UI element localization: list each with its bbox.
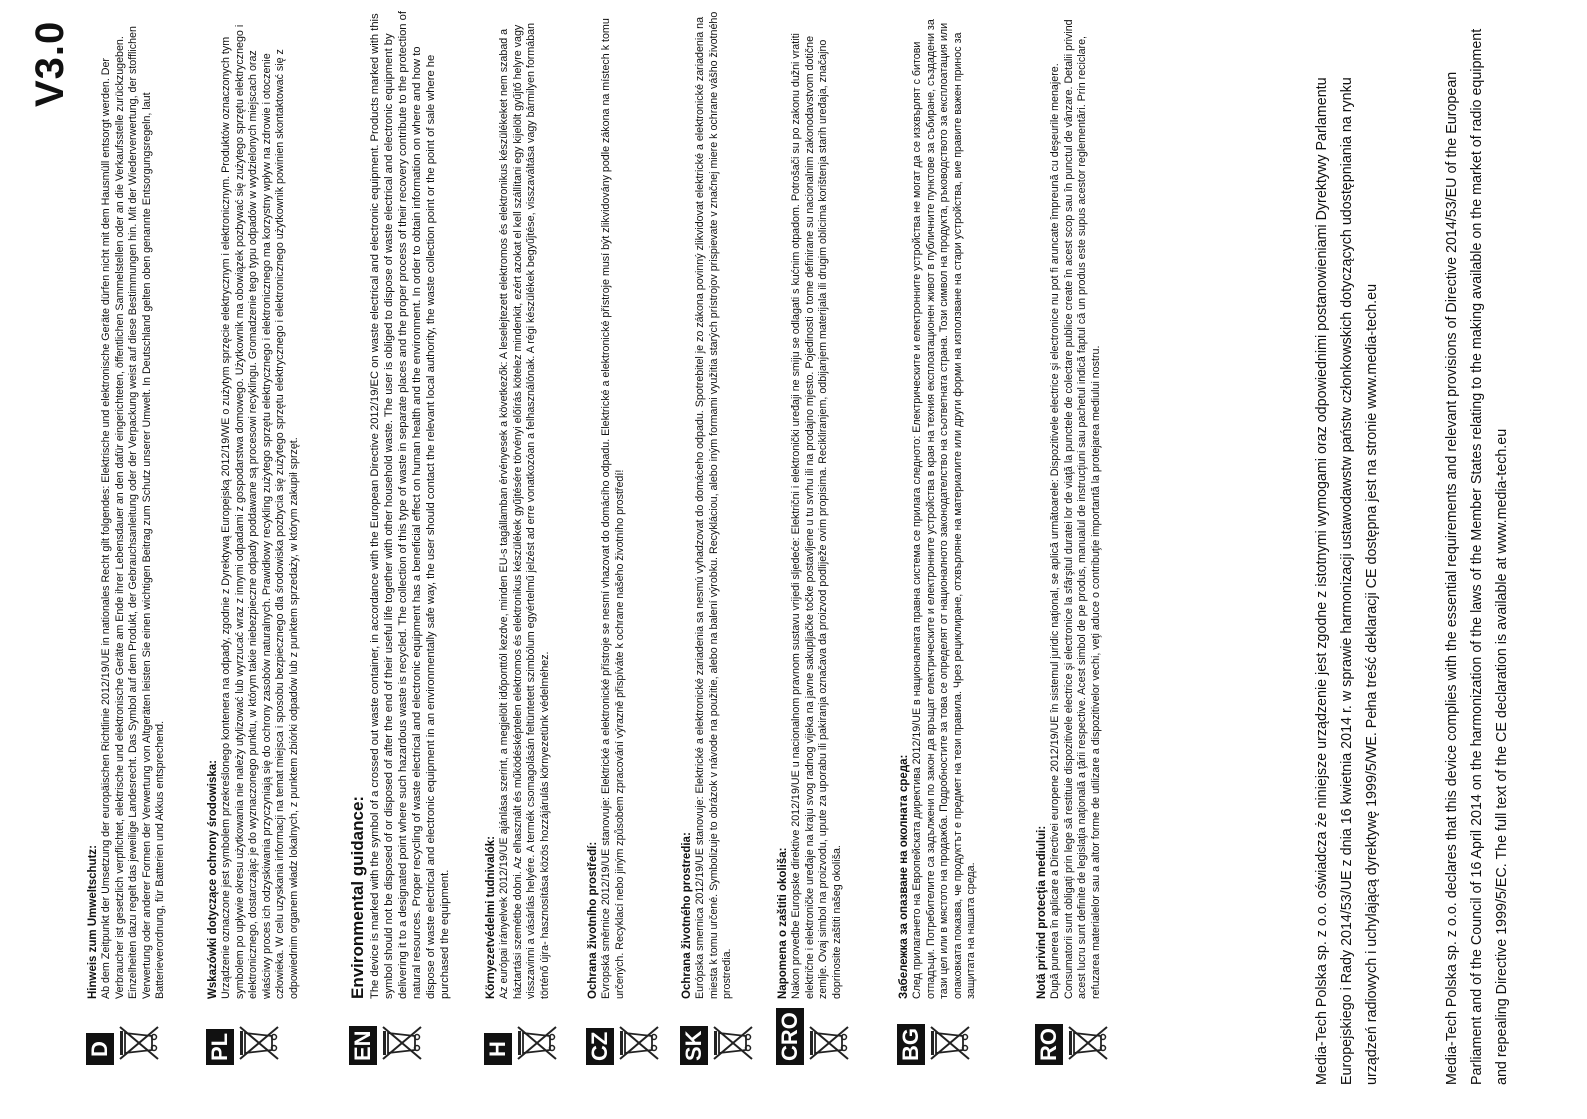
crossed-out-wheelie-bin-icon bbox=[927, 1023, 973, 1063]
language-code: EN bbox=[349, 1026, 377, 1065]
language-code: SK bbox=[680, 1026, 708, 1065]
section-body: După punerea în aplicare a Directivei europene 2012/19/UE în sistemul juridic naţional, se aplică următoarele: Dispozitivele electrice şi electronice nu pot fi aruncate împreună cu deşeurile menajere. Consumatorii sunt obligaţi prin lege să restituie dispozitivele electrice şi electronice la sfârşitul duratei lor de viaţă la punctele de colectare publice create în acest scop sau în punctul de vânzare. Detalii privind acest lucru sunt definite de legislaţia naţională a ţării respective. Acest simbol de pe produs, manualul de instrucţiuni sau pachetul indică faptul că un produs este supus acestor reglementări. Prin reciclare, refuzarea materialelor sau a altor forme de utilizare a dispozitivelor vechi, veţi aduce o contribuţie importantă la protejarea mediului nostru. bbox=[1049, 19, 1102, 999]
section-title: Wskazówki dotyczące ochrony środowiska: bbox=[207, 759, 219, 999]
section-title: Ochrana životního prostředí: bbox=[587, 841, 599, 999]
language-code: D bbox=[86, 1033, 114, 1065]
crossed-out-wheelie-bin-icon bbox=[116, 1023, 162, 1063]
section-title: Notă privind protecţia mediului: bbox=[1036, 825, 1048, 999]
section-title: Ochrana životného prostredia: bbox=[681, 832, 693, 999]
section-title: Hinweis zum Umweltschutz: bbox=[87, 845, 99, 999]
declaration-en: Media-Tech Polska sp. z o.o. declares that this device complies with the essential requirements and relevant provisions of Directive 2014/53/EU of the European Parliament and of the Council of 16 April 2014 on the harmonization of the laws of the Member States relating to the making available on the market of radio equipment and repealing Directive 1999/5/EC. The full text of the CE declaration is available at www.media-tech.eu bbox=[1444, 28, 1511, 1085]
crossed-out-wheelie-bin-icon bbox=[616, 1023, 662, 1063]
crossed-out-wheelie-bin-icon bbox=[514, 1023, 560, 1063]
section-body: Európska smernica 2012/19/UE stanovuje: Elektrické a elektronické zariadenia sa nesmú vyhadzovat do domáceho odpadu. Spotrebitel je zo zákona povinný zlikvidovat elektrické a elektronické zariadenia na miesta k tomu určené. Symbolizuje to obrázok v návode na použitie, alebo na balení výrobku. Recykláciou, alebo iným formami využitia starých prístrojov prispievate v značnej miere k ochrane vášho životného prostredia. bbox=[694, 11, 734, 999]
section-body: Evropská směrnice 2012/19/UE stanovuje: Elektrické a elektronické přístroje se nesmí vhazovat do domácího odpadu. Elektrické a elektronické přístroje musí být zlikvidovány podle zákona na místech k tomu určených. Recyklací nebo jiným způsobem zpracování výrazně přispíváte k ochrane našeho životního prostředí! bbox=[600, 18, 626, 999]
section-body: След прилагането на Европейската директива 2012/19/UE в националната правна система се прилага следното: Електрическите и електронните устройства не могат да се изхвърлят с битови отпадъци. Потребителите са задължени по закон да връщат електрическите и електронните устройства в края на техния експлоатационен живот в публичните пунктове за събиране, създадени за тази цел или в мястото на продажба. Подробностите за това се определят от националното законодателство на съответната страна. Този символ на продукта, ръководството за експлоатация или опаковката показва, че продуктът е предмет на тези правила. Чрез рециклиране, отхвърляне на материалите или други форми на използване на стари устройства, вие правите важен принос за защитата на нашата среда. bbox=[911, 19, 978, 999]
section-body: Ab dem Zeitpunkt der Umsetzung der europäischen Richtlinie 2012/19/UE in nationales Recht gilt folgendes: Elektrische und elektronische Geräte dürfen nicht mit dem Hausmüll entsorgt werden. Der Verbraucher ist gesetzlich verpflichtet, elektrische und elektronische Geräte am Ende ihrer Lebensdauer an den dafür eingerichteten, öffentlichen Sammelstellen oder an die Verkaufsstelle zurückzugeben. Einzelheiten dazu regelt das jeweilige Landesrecht. Das Symbol auf dem Produkt, der Gebrauchsanleitung oder der Verpackung weist auf diese Bestimmungen hin. Mit der Wiederverwertung, der stofflichen Verwertung oder anderer Formen der Verwertung von Altgeräten leisten Sie einen wichtigen Beitrag zum Schutz unserer Umwelt. In Deutschland gelten oben genannte Entsorgungsregeln, laut Batterieverordnung, für Batterien und Akkus entsprechend. bbox=[100, 26, 167, 999]
section-body: Nakon provedbe Europske direktive 2012/19/UE u nacionalnom pravnom sustavu vrijedi sljedeće: Električni i elektronički uređaji ne smiju se odlagati s kućnim otpadom. Potrošači su po zakonu dužni vratiti električne i elektroničke uređaje na kraju svog radnog vijeka na javne sakupljačke točke postavljene u tu svrhu ili na prodajno mjesto. Pojedinosti o tome definirane su nacionalnim zakonodavstvom dotične zemlje. Ovaj simbol na proizvodu, upute za uporabu ili pakiranja označava da proizvod podliježe ovim propisima. Recikliranjem, odbijanjem materijala ili drugim oblicima korištenja starih uređaja, značajno doprinosite zaštiti našeg okoliša. bbox=[790, 33, 843, 999]
crossed-out-wheelie-bin-icon bbox=[236, 1023, 282, 1063]
section-title: Забележка за опазване на околната среда: bbox=[898, 754, 910, 999]
section-title: Environmental guidance: bbox=[348, 795, 367, 999]
section-title: Környezetvédelmi tudnivalók: bbox=[485, 836, 497, 999]
section-body: Az európai irányelvek 2012/19/UE ajánlása szerint, a megjelölt időponttól kezdve, minden EU-s tagállamban érvényesek a következők: A leselejtezett elektromos és elektronikus készülékeket nem szabad a háztartási szemétbe dobni. Az elhasznált és működésképtelen elektromos és elektronikus készülékek gyűjtésére törvényi előírás kötelez mindenkit, ezért azokat el kell szállítani egy kijelölt gyűjtő helyre vagy visszavinni a vásárlás helyére. A termék csomagolásán feltüntetett szimbólum egyértelmű jelzést ad erre vonatkozóan a felhasználónak. A régi készülékek begyűjtése, visszaváltása vagy bármilyen formában történő újra- hasznosítása közös hozzájárulás környezetünk védelméhez. bbox=[498, 22, 551, 999]
section-body: The device is marked with the symbol of a crossed out waste container, in accordance with the European Directive 2012/19/EC on waste electrical and electronic equipment. Products marked with this symbol should not be disposed of or disposed of after the end of their useful life together with other household waste. The user is obliged to dispose of waste electrical and electronic equipment by delivering it to a designated point where such hazardous waste is recycled. The collection of this type of waste in separate places and the proper process of their recovery contribute to the protection of natural resources. Proper recycling of waste electrical and electronic equipment has a beneficial effect on human health and the environment. In order to obtain information on where and how to dispose of waste electrical and electronic equipment in an environmentally safe way, the user should contact the relevant local authority, the waste collection point or the point of sale where he purchased the equipment. bbox=[368, 11, 452, 999]
language-code: CRO bbox=[776, 1008, 804, 1065]
declaration-pl: Media-Tech Polska sp. z o.o. oświadcza że niniejsze urządzenie jest zgodne z istotnymi wymogami oraz odpowiednimi postanowieniami Dyrektywy Parlamentu Europejskiego i Rady 2014/53/UE z dnia 16 kwietnia 2014 r. w sprawie harmonizacji ustawodawstw państw członkowskich dotyczących udostępniania na rynku urządzeń radiowych i uchylającą dyrektywę 1999/5/WE. Pełna treść deklaracji CE dostępna jest na stronie www.media-tech.eu bbox=[1314, 77, 1381, 1085]
language-code: CZ bbox=[586, 1028, 614, 1065]
language-code: RO bbox=[1035, 1024, 1063, 1065]
section-body: Urządzenie oznaczone jest symbolem przekreślonego kontenera na odpady, zgodnie z Dyrektywą Europejską 2012/19/WE o zużytym sprzęcie elektrycznym i elektronicznym. Produktów oznaczonych tym symbolem po upływie okresu użytkowania nie należy utylizować lub wyrzucać wraz z innymi odpadami z gospodarstwa domowego. Użytkownik ma obowiązek pozbywać się zużytego sprzętu elektrycznego i elektronicznego, dostarczając je do wyznaczonego punktu, w którym takie niebezpieczne odpady poddawane są procesowi recyklingu. Gromadzenie tego typu odpadów w wydzielonych miejscach oraz właściwy proces ich odzyskiwania przyczyniają się do ochrony zasobów naturalnych. Prawidłowy recykling zużytego sprzętu elektrycznego i elektronicznego ma korzystny wpływ na zdrowie i otoczenie człowieka. W celu uzyskania informacji na temat miejsca i sposobu bezpiecznego dla środowiska pozbycia się zużytego sprzętu elektrycznego i elektronicznego użytkownik powinien skontaktować się z odpowiednim organem władz lokalnych, z punktem zbiórki odpadów lub z punktem sprzedaży, w którym zakupił sprzęt. bbox=[220, 24, 300, 999]
language-code: H bbox=[484, 1033, 512, 1065]
crossed-out-wheelie-bin-icon bbox=[710, 1023, 756, 1063]
language-code: BG bbox=[897, 1024, 925, 1065]
version-label: V3.0 bbox=[28, 20, 72, 107]
language-code: PL bbox=[206, 1029, 234, 1065]
crossed-out-wheelie-bin-icon bbox=[806, 1023, 852, 1063]
section-title: Napomena o zaštiti okoliša: bbox=[777, 847, 789, 999]
crossed-out-wheelie-bin-icon bbox=[379, 1023, 425, 1063]
crossed-out-wheelie-bin-icon bbox=[1065, 1023, 1111, 1063]
